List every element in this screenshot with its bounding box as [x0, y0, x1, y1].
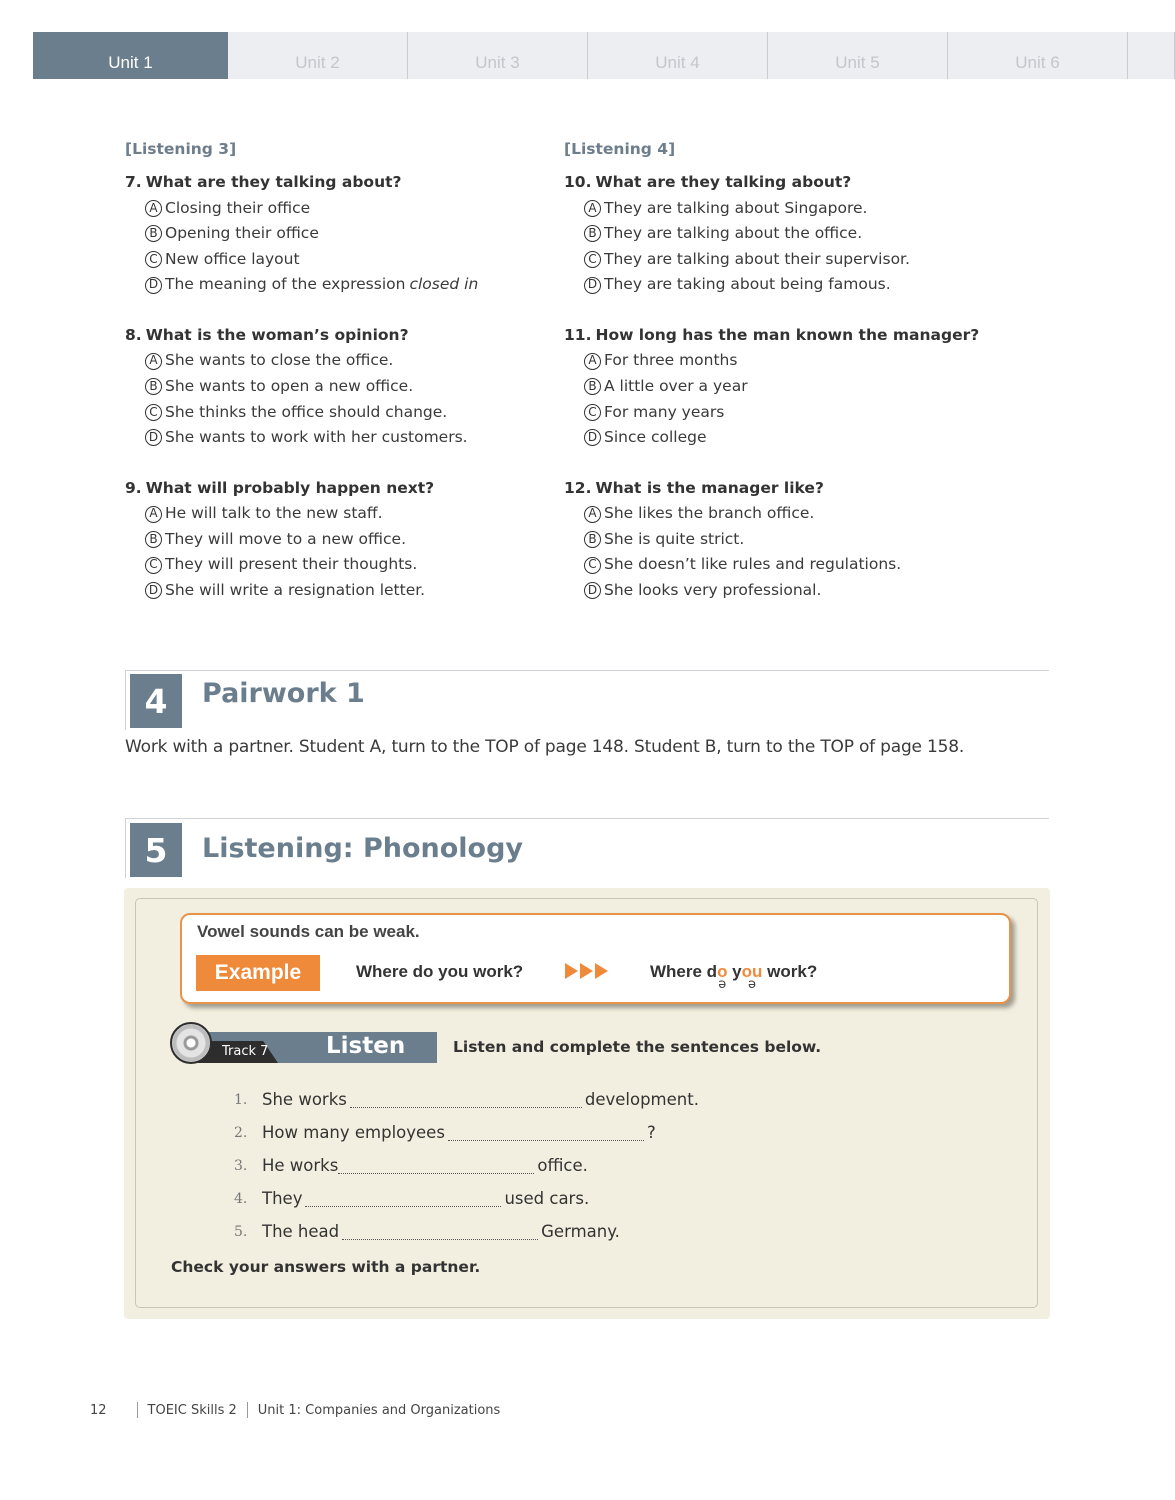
option-text: For many years	[604, 402, 725, 421]
answer-option[interactable]	[125, 425, 478, 451]
option-italic-text: closed in	[409, 275, 479, 294]
option-letter-circle[interactable]: B	[145, 225, 162, 242]
answer-option[interactable]	[125, 501, 478, 527]
option-text: She wants to work with her customers.	[165, 428, 468, 447]
tab-unit-1[interactable]: Unit 1	[33, 32, 228, 79]
book-title: TOEIC Skills 2	[147, 1402, 237, 1418]
footer-separator	[247, 1402, 248, 1418]
sentence-after: Germany.	[541, 1222, 620, 1241]
option-letter-circle[interactable]: D	[584, 277, 601, 294]
option-letter-circle[interactable]: D	[145, 277, 162, 294]
triple-arrow-icon	[565, 963, 608, 979]
option-text: Since college	[604, 428, 707, 447]
answer-option[interactable]	[564, 527, 979, 553]
option-letter-circle[interactable]: C	[145, 557, 162, 574]
answer-option[interactable]	[564, 374, 979, 400]
example-annotated-sentence	[650, 962, 818, 992]
answer-option[interactable]	[125, 221, 478, 247]
section-title: Listening: Phonology	[202, 833, 524, 864]
example-label: Example	[196, 955, 320, 991]
item-number: 3.	[234, 1157, 248, 1174]
question-title	[564, 323, 979, 349]
option-letter-circle[interactable]: A	[145, 353, 162, 370]
answer-option[interactable]	[125, 348, 478, 374]
sentence-before: The head	[262, 1222, 340, 1241]
listening-4-column	[564, 140, 979, 629]
option-letter-circle[interactable]: D	[145, 582, 162, 599]
answer-option[interactable]	[564, 348, 979, 374]
listening-4-tag: [Listening 4]	[564, 140, 676, 158]
option-text: They are talking about Singapore.	[604, 198, 868, 217]
option-letter-circle[interactable]: B	[584, 531, 601, 548]
question	[564, 170, 979, 298]
option-text: She doesn’t like rules and regulations.	[604, 555, 902, 574]
tab-unit-2[interactable]: Unit 2	[228, 32, 408, 79]
cd-audio-icon[interactable]	[170, 1022, 212, 1064]
listen-instruction: Listen and complete the sentences below.	[453, 1038, 822, 1056]
listening-3-column	[125, 140, 478, 629]
page-number: 12	[90, 1402, 107, 1418]
answer-blank[interactable]	[350, 1091, 582, 1108]
answer-blank[interactable]	[448, 1124, 644, 1141]
option-letter-circle[interactable]: C	[584, 251, 601, 268]
answer-option[interactable]	[564, 578, 979, 604]
listen-label: Listen	[326, 1033, 406, 1059]
answer-option[interactable]	[125, 578, 478, 604]
option-text: They are talking about their supervisor.	[604, 249, 910, 268]
answer-option[interactable]	[564, 221, 979, 247]
sentence-after: office.	[537, 1156, 588, 1175]
option-text: She will write a resignation letter.	[165, 581, 426, 600]
option-text: They are taking about being famous.	[604, 275, 891, 294]
option-letter-circle[interactable]: A	[584, 200, 601, 217]
answer-option[interactable]	[125, 527, 478, 553]
sentence-before: He works	[262, 1156, 339, 1175]
question-list	[564, 170, 979, 604]
option-text: A little over a year	[604, 376, 748, 395]
footer-separator	[137, 1402, 138, 1418]
question-title	[125, 476, 478, 502]
question-number: 12.	[564, 478, 592, 497]
fill-in-list	[234, 1083, 699, 1248]
question-text: What are they talking about?	[145, 173, 402, 191]
question-number: 11.	[564, 325, 592, 344]
question-number: 7.	[125, 173, 142, 191]
tab-unit-4[interactable]: Unit 4	[588, 32, 768, 79]
unit-title: Unit 1: Companies and Organizations	[257, 1402, 501, 1418]
question-number: 8.	[125, 325, 142, 344]
question-title	[125, 170, 478, 196]
option-letter-circle[interactable]: C	[584, 404, 601, 421]
item-number: 1.	[234, 1091, 248, 1108]
weak-vowel: o ə	[717, 962, 728, 992]
section-title: Pairwork 1	[202, 678, 365, 709]
sentence-before: How many employees	[262, 1123, 445, 1142]
tab-unit-6[interactable]: Unit 6	[948, 32, 1128, 79]
question-text: How long has the man known the manager?	[595, 325, 980, 344]
section-divider	[125, 818, 1049, 819]
fill-in-item	[234, 1182, 699, 1215]
question-text: What is the woman’s opinion?	[145, 325, 409, 344]
item-number: 5.	[234, 1223, 248, 1240]
option-letter-circle[interactable]: A	[584, 506, 601, 523]
phonology-rule: Vowel sounds can be weak.	[197, 922, 420, 941]
check-instruction: Check your answers with a partner.	[171, 1258, 481, 1276]
answer-option[interactable]	[125, 196, 478, 222]
answer-option[interactable]	[564, 552, 979, 578]
answer-option[interactable]	[125, 552, 478, 578]
sentence-part: Where d	[650, 962, 718, 981]
question-title	[564, 170, 979, 196]
answer-option[interactable]	[564, 272, 979, 298]
question-title	[125, 323, 478, 349]
example-sentence: Where do you work?	[356, 962, 524, 981]
answer-option[interactable]	[564, 247, 979, 273]
schwa-mark: ə	[748, 977, 757, 992]
section-number-badge: 4	[130, 674, 182, 728]
item-number: 4.	[234, 1190, 248, 1207]
sentence-part: y	[727, 962, 742, 981]
pairwork-instruction: Work with a partner. Student A, turn to the TOP of page 148. Student B, turn to the TOP of page 158.	[125, 737, 965, 757]
section-divider	[125, 670, 126, 730]
option-text: Opening their office	[165, 224, 319, 243]
question-text: What will probably happen next?	[145, 478, 435, 497]
answer-option[interactable]	[125, 374, 478, 400]
tab-unit-5[interactable]: Unit 5	[768, 32, 948, 79]
listening-3-tag: [Listening 3]	[125, 140, 237, 158]
question	[564, 323, 979, 451]
tab-overflow[interactable]	[1128, 32, 1175, 79]
answer-option[interactable]	[125, 400, 478, 426]
option-text: She likes the branch office.	[604, 504, 815, 523]
question-list	[125, 170, 478, 604]
option-letter-circle[interactable]: D	[584, 582, 601, 599]
answer-blank[interactable]	[305, 1190, 501, 1207]
option-letter-circle[interactable]: C	[145, 404, 162, 421]
question	[125, 476, 478, 604]
option-text: He will talk to the new staff.	[165, 504, 383, 523]
question-text: What are they talking about?	[595, 173, 852, 191]
sentence-part: work?	[762, 962, 818, 981]
sentence-before: She works	[262, 1090, 347, 1109]
question	[125, 170, 478, 298]
fill-in-item	[234, 1149, 699, 1182]
weak-vowel: ou ə	[741, 962, 763, 992]
fill-in-item	[234, 1215, 699, 1248]
option-text: New office layout	[165, 249, 300, 268]
section-number-badge: 5	[130, 823, 182, 877]
option-letter-circle[interactable]: B	[145, 531, 162, 548]
page-footer	[90, 1402, 500, 1418]
question-number: 10.	[564, 173, 592, 191]
answer-option[interactable]	[125, 247, 478, 273]
answer-option[interactable]	[564, 501, 979, 527]
track-label: Track 7	[222, 1044, 269, 1059]
question-text: What is the manager like?	[595, 478, 824, 497]
answer-blank[interactable]	[342, 1223, 538, 1240]
sentence-after: development.	[584, 1090, 699, 1109]
tab-unit-3[interactable]: Unit 3	[408, 32, 588, 79]
answer-option[interactable]	[564, 196, 979, 222]
fill-in-item	[234, 1116, 699, 1149]
unit-tab-bar	[33, 32, 1175, 79]
option-letter-circle[interactable]: A	[584, 353, 601, 370]
question	[564, 476, 979, 604]
answer-option[interactable]	[125, 272, 478, 298]
option-letter-circle[interactable]: A	[145, 506, 162, 523]
option-text: They will present their thoughts.	[165, 555, 418, 574]
option-text: She looks very professional.	[604, 581, 822, 600]
option-letter-circle[interactable]: A	[145, 200, 162, 217]
answer-blank[interactable]	[338, 1157, 534, 1174]
answer-option[interactable]	[564, 425, 979, 451]
option-letter-circle[interactable]: B	[584, 225, 601, 242]
answer-option[interactable]	[564, 400, 979, 426]
option-text: She thinks the office should change.	[165, 402, 448, 421]
option-text: They are talking about the office.	[604, 224, 863, 243]
option-text: Closing their office	[165, 198, 311, 217]
option-text: She wants to open a new office.	[165, 376, 414, 395]
option-letter-circle[interactable]: D	[145, 429, 162, 446]
option-letter-circle[interactable]: B	[145, 378, 162, 395]
section-divider	[125, 670, 1049, 671]
question	[125, 323, 478, 451]
option-letter-circle[interactable]: C	[584, 557, 601, 574]
sentence-after: used cars.	[504, 1189, 590, 1208]
option-text: They will move to a new office.	[165, 529, 406, 548]
option-text: She wants to close the office.	[165, 351, 394, 370]
option-letter-circle[interactable]: C	[145, 251, 162, 268]
item-number: 2.	[234, 1124, 248, 1141]
section-divider	[125, 818, 126, 878]
question-number: 9.	[125, 478, 142, 497]
option-text: She is quite strict.	[604, 529, 745, 548]
schwa-mark: ə	[718, 977, 727, 992]
fill-in-item	[234, 1083, 699, 1116]
option-text: The meaning of the expression	[165, 275, 406, 294]
sentence-before: They	[262, 1189, 303, 1208]
option-letter-circle[interactable]: B	[584, 378, 601, 395]
question-title	[564, 476, 979, 502]
sentence-after: ?	[646, 1123, 656, 1142]
option-text: For three months	[604, 351, 738, 370]
option-letter-circle[interactable]: D	[584, 429, 601, 446]
